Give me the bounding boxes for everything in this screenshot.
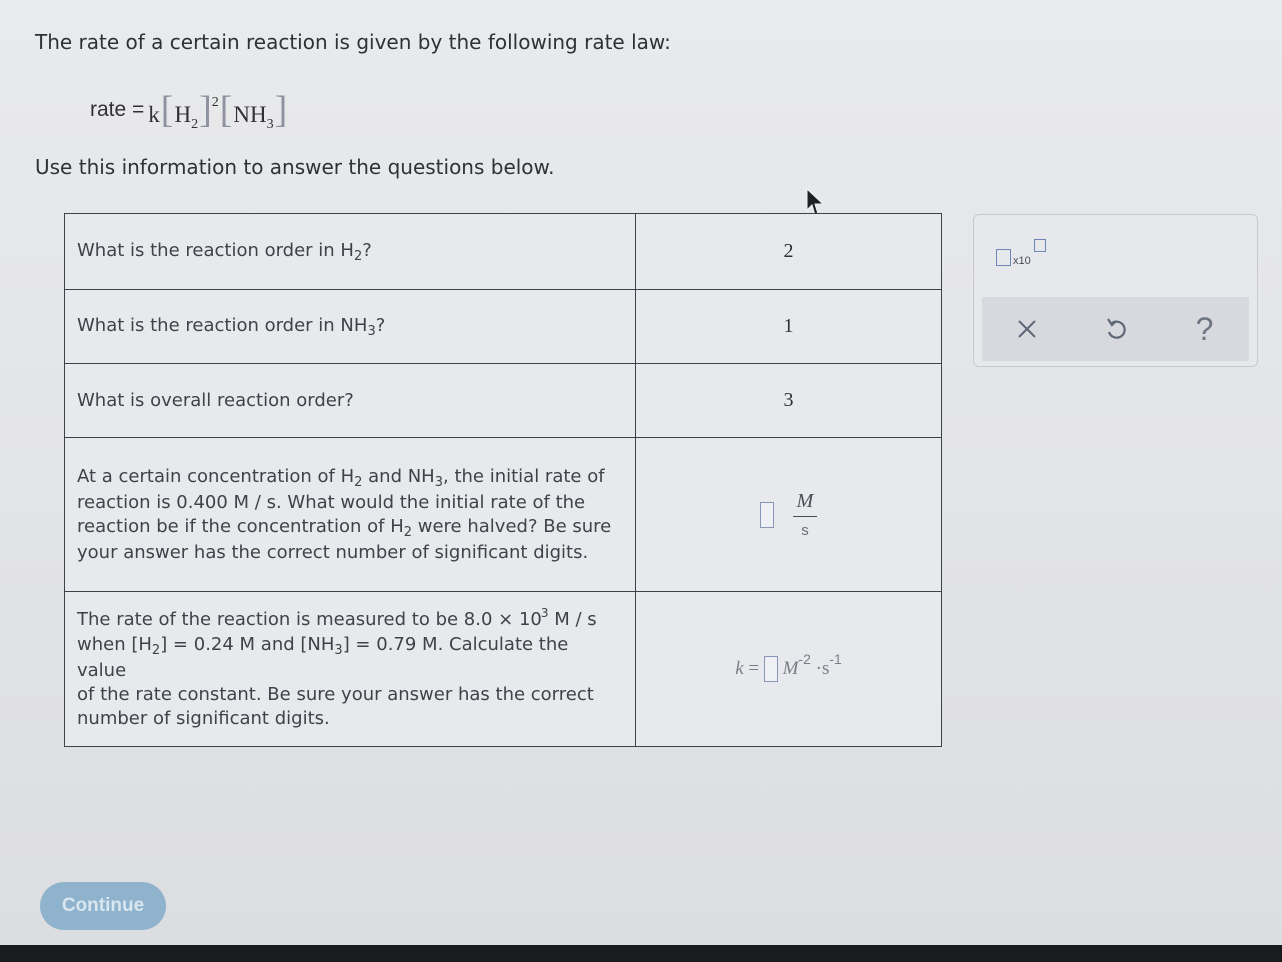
question-line — [77, 605, 623, 633]
question-table — [64, 213, 942, 747]
question-line: your answer has the correct number of significant digits. — [77, 541, 589, 563]
rate-law-lhs — [90, 98, 144, 122]
continue-button[interactable]: Continue — [40, 882, 166, 930]
rate-law-equation — [90, 88, 288, 132]
halved-rate-input[interactable] — [760, 502, 774, 528]
equals-sign: = — [132, 98, 145, 121]
question-line — [77, 465, 623, 491]
subscript: 3 — [434, 474, 443, 490]
question-text: What is the reaction order in NH — [77, 314, 368, 336]
question-text: What is the reaction order in H — [77, 239, 354, 261]
subscript: 2 — [151, 642, 161, 658]
close-icon — [1016, 318, 1038, 340]
species-nh-subscript: 3 — [266, 117, 274, 132]
intro-text: The rate of a certain reaction is given by the following rate law: — [35, 30, 671, 54]
text-segment: The rate of the reaction is measured to be 8.0 × 10 — [77, 608, 542, 630]
unit-dot: · — [815, 658, 822, 679]
subscript: 2 — [354, 474, 363, 490]
table-row — [65, 364, 942, 438]
seconds-exponent: -1 — [829, 651, 842, 667]
question-nh3-order — [65, 290, 636, 364]
text-segment: and NH — [362, 465, 435, 487]
answer-h2-order[interactable]: 2 — [636, 214, 942, 290]
question-mark: ? — [375, 314, 386, 336]
answer-overall-order[interactable]: 3 — [636, 364, 942, 438]
question-line — [77, 515, 623, 541]
left-bracket-2: [ — [219, 89, 233, 131]
k-symbol: k — [735, 658, 744, 679]
table-row — [65, 592, 942, 747]
question-line — [77, 633, 623, 683]
unit-denominator: s — [801, 522, 809, 540]
question-line: number of significant digits. — [77, 707, 330, 729]
species-h: H — [174, 102, 192, 127]
table-row — [65, 438, 942, 592]
question-mark: ? — [362, 239, 372, 261]
question-overall-order: What is overall reaction order? — [65, 364, 636, 438]
question-halved-rate — [65, 438, 636, 592]
species-h-subscript: 2 — [191, 117, 199, 132]
tool-bar — [982, 297, 1249, 361]
clear-button[interactable] — [1007, 309, 1047, 349]
left-bracket-1: [ — [160, 89, 174, 131]
subscript: 2 — [353, 248, 363, 264]
right-bracket-2: ] — [274, 89, 288, 131]
help-button[interactable] — [1185, 309, 1225, 349]
monitor-bezel — [0, 945, 1282, 962]
undo-button[interactable] — [1096, 309, 1136, 349]
right-bracket-1: ] — [199, 89, 212, 131]
answer-rate-constant-cell — [636, 592, 942, 747]
unit-numerator: M — [796, 489, 814, 512]
text-segment: when [H — [77, 633, 152, 655]
subscript: 3 — [334, 642, 343, 658]
help-icon: ? — [1195, 310, 1214, 347]
question-line: of the rate constant. Be sure your answer has the correct — [77, 683, 594, 705]
text-segment: , the initial rate of — [443, 465, 605, 487]
species-nh: NH — [233, 102, 267, 127]
x10-label: x10 — [1013, 255, 1031, 267]
rate-constant-input[interactable] — [764, 656, 778, 682]
rate-constant-expression — [735, 651, 842, 682]
instruction-text: Use this information to answer the questions below. — [35, 155, 555, 179]
table-row — [65, 214, 942, 290]
scientific-notation-button[interactable] — [996, 237, 1056, 273]
text-segment: M / s — [548, 608, 597, 630]
mantissa-box-icon — [996, 249, 1011, 266]
unit-molarity: M — [782, 658, 799, 679]
unit-fraction — [793, 490, 817, 540]
rate-word: rate — [90, 98, 127, 121]
undo-icon — [1104, 316, 1128, 342]
unit-seconds: s — [821, 658, 830, 679]
answer-tool-panel — [973, 214, 1258, 367]
answer-halved-rate-cell — [636, 438, 942, 592]
rate-law-rhs — [148, 89, 288, 132]
subscript: 2 — [403, 524, 413, 540]
rate-constant-symbol: k — [148, 102, 160, 127]
text-segment: At a certain concentration of H — [77, 465, 355, 487]
subscript: 3 — [367, 323, 376, 339]
question-rate-constant — [65, 592, 636, 747]
superscript: 3 — [540, 605, 549, 620]
text-segment: ] = 0.79 M. Calculate the value — [77, 633, 569, 681]
exponent-box-icon — [1034, 239, 1046, 252]
text-segment: reaction be if the concentration of H — [77, 515, 404, 537]
molarity-exponent: -2 — [798, 651, 811, 667]
mouse-pointer-icon — [804, 188, 826, 216]
question-h2-order — [65, 214, 636, 290]
text-segment: ] = 0.24 M and [NH — [160, 633, 335, 655]
species-h-exponent: 2 — [211, 95, 219, 110]
equals-sign: = — [748, 658, 760, 679]
table-row — [65, 290, 942, 364]
text-segment: were halved? Be sure — [412, 515, 612, 537]
answer-nh3-order[interactable]: 1 — [636, 290, 942, 364]
question-line: reaction is 0.400 M / s. What would the initial rate of the — [77, 491, 586, 513]
